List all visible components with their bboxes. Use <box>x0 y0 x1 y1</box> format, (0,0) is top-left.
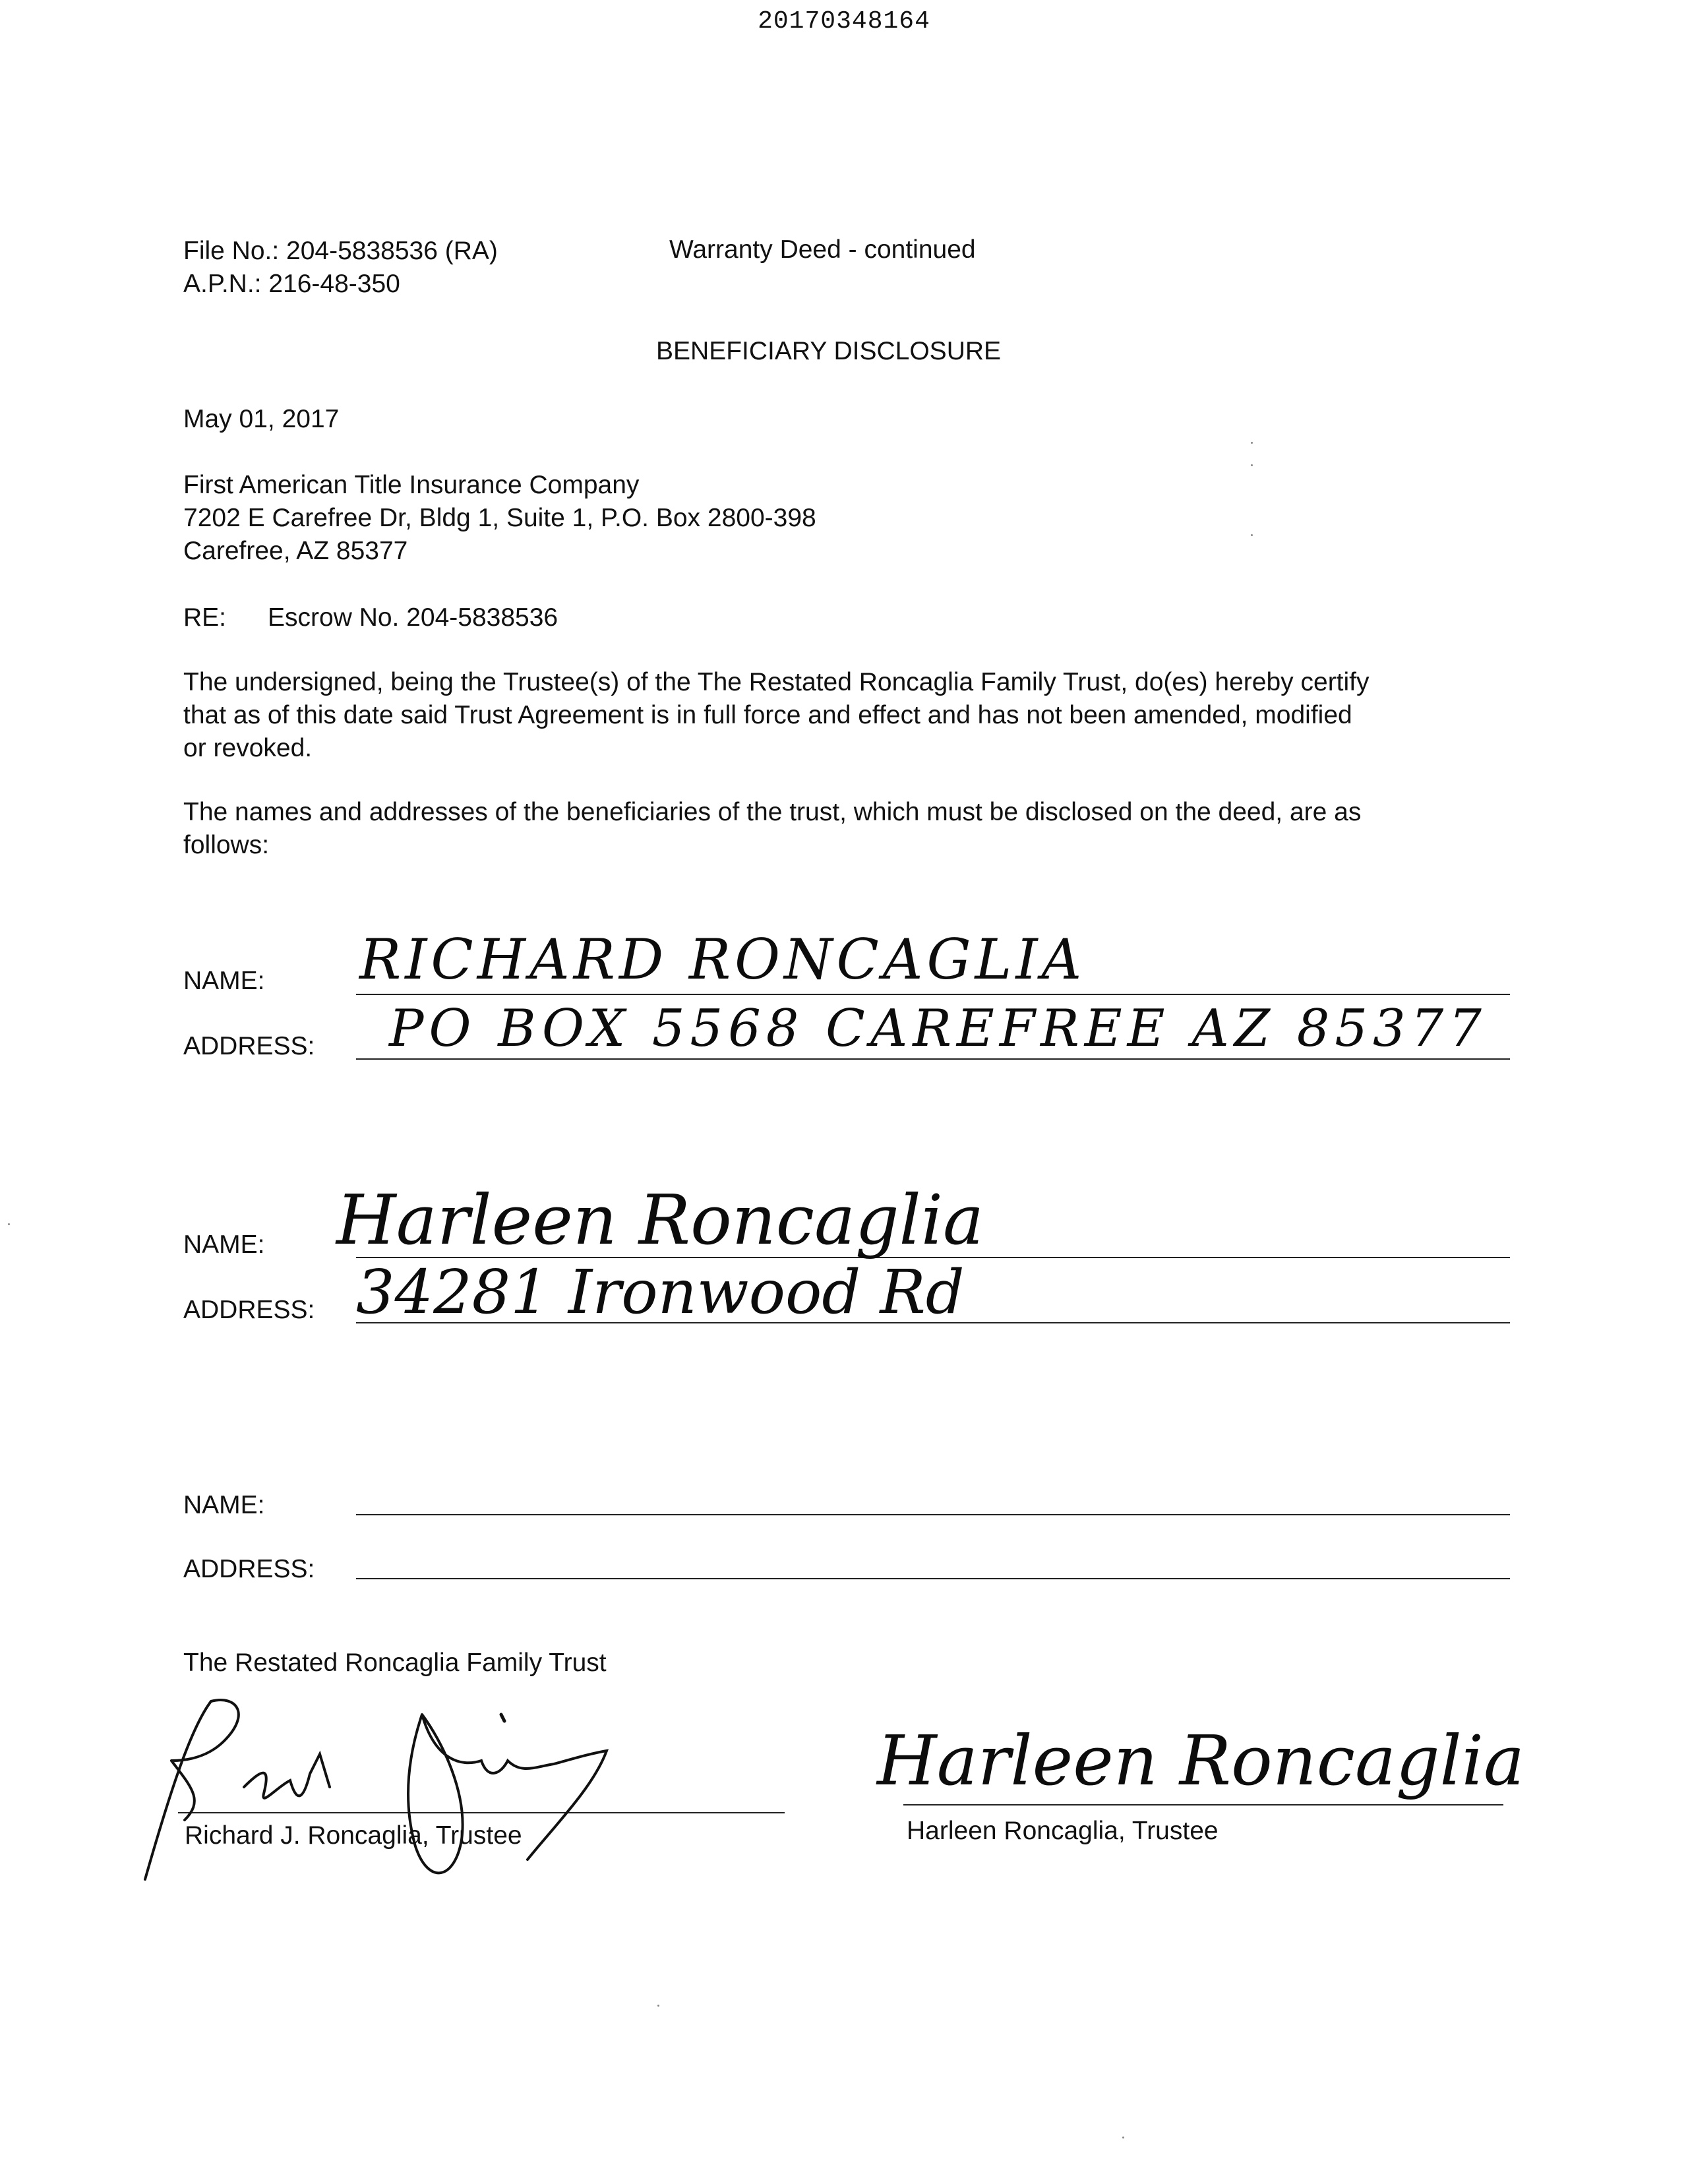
beneficiary-name-handwritten: RICHARD RONCAGLIA <box>359 927 1086 992</box>
scan-artifact <box>657 2005 659 2007</box>
address-label: ADDRESS: <box>183 1032 315 1060</box>
address-label: ADDRESS: <box>183 1555 315 1583</box>
addressee-company: First American Title Insurance Company <box>183 471 640 499</box>
trustee-signature-harleen: Harleen Roncaglia <box>877 1720 1525 1801</box>
document-type: Warranty Deed - continued <box>669 235 976 264</box>
certification-line-2: that as of this date said Trust Agreement is in full force and effect and has not been amended, modified <box>183 701 1352 729</box>
file-number: File No.: 204-5838536 (RA) <box>183 237 498 265</box>
addressee-city: Carefree, AZ 85377 <box>183 537 408 565</box>
scan-artifact <box>1251 464 1253 466</box>
disclosure-line-2: follows: <box>183 831 270 859</box>
scan-artifact <box>1251 442 1253 444</box>
name-label: NAME: <box>183 1491 265 1519</box>
scan-artifact <box>8 1223 10 1225</box>
page-title: BENEFICIARY DISCLOSURE <box>656 337 1002 365</box>
beneficiary-name-handwritten: Harleen Roncaglia <box>336 1180 984 1260</box>
trust-name: The Restated Roncaglia Family Trust <box>183 1649 607 1677</box>
re-label: RE: <box>183 603 227 632</box>
escrow-number: Escrow No. 204-5838536 <box>268 603 558 632</box>
name-label: NAME: <box>183 967 265 995</box>
beneficiary-address-handwritten: 34281 Ironwood Rd <box>356 1257 965 1327</box>
disclosure-line-1: The names and addresses of the beneficiaries of the trust, which must be disclosed on the deed, are as <box>183 798 1362 826</box>
address-line <box>356 1578 1510 1579</box>
letter-date: May 01, 2017 <box>183 405 340 433</box>
signature-line-right <box>903 1804 1503 1805</box>
address-label: ADDRESS: <box>183 1296 315 1324</box>
name-label: NAME: <box>183 1230 265 1259</box>
certification-line-1: The undersigned, being the Trustee(s) of the The Restated Roncaglia Family Trust, do(es) hereby certify <box>183 668 1370 696</box>
trustee-signature-richard <box>132 1688 633 1886</box>
certification-line-3: or revoked. <box>183 734 313 762</box>
addressee-street: 7202 E Carefree Dr, Bldg 1, Suite 1, P.O. Box 2800-398 <box>183 504 816 532</box>
trustee-printed-name-left: Richard J. Roncaglia, Trustee <box>185 1821 522 1850</box>
document-number: 20170348164 <box>758 7 930 36</box>
beneficiary-address-handwritten: PO BOX 5568 CAREFREE AZ 85377 <box>389 999 1487 1058</box>
name-line <box>356 994 1510 995</box>
scan-artifact <box>1251 534 1253 536</box>
trustee-printed-name-right: Harleen Roncaglia, Trustee <box>907 1817 1219 1845</box>
scan-artifact <box>1122 2137 1124 2138</box>
apn-number: A.P.N.: 216-48-350 <box>183 270 400 298</box>
name-line <box>356 1514 1510 1515</box>
